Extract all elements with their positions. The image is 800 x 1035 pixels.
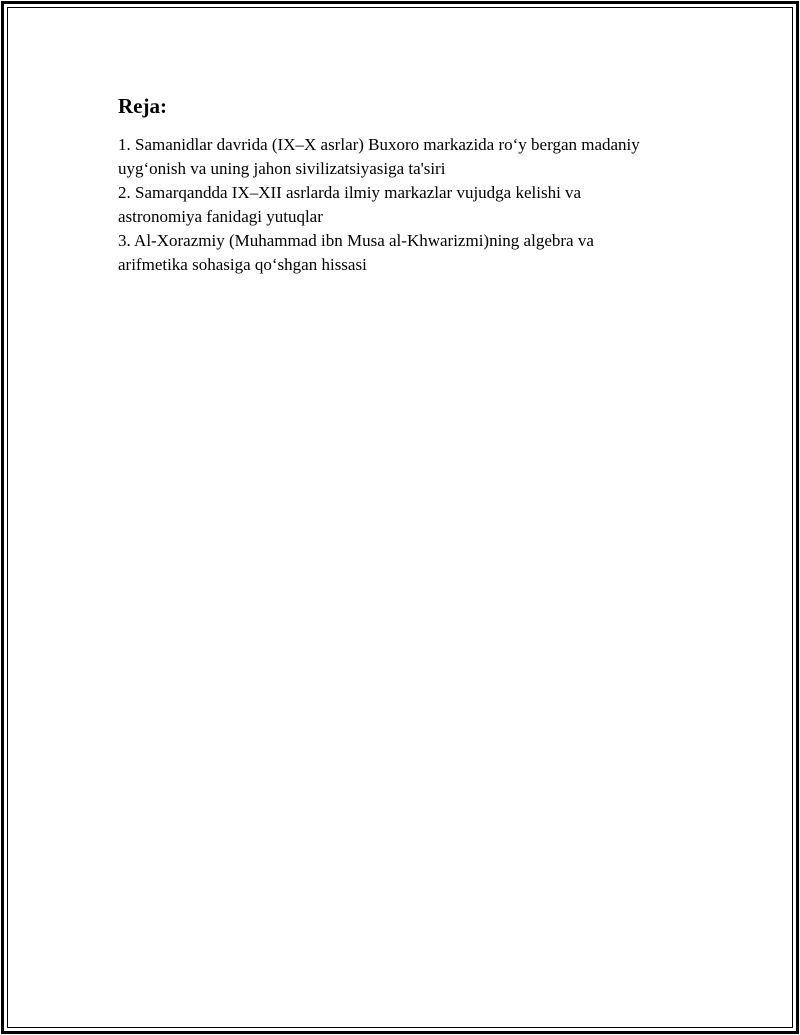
plan-item-3-line-2: arifmetika sohasiga qo‘shgan hissasi [118,255,367,274]
plan-item-2 [118,181,718,229]
plan-item-1-line-1: 1. Samanidlar davrida (IX–X asrlar) Buxoro markazida ro‘y bergan madaniy [118,135,640,154]
plan-item-3 [118,229,718,277]
plan-item-1 [118,133,718,181]
plan-item-3-line-1: 3. Al-Xorazmiy (Muhammad ibn Musa al-Khwarizmi)ning algebra va [118,231,594,250]
plan-item-2-line-2: astronomiya fanidagi yutuqlar [118,207,323,226]
document-content [118,93,718,277]
plan-item-1-line-2: uyg‘onish va uning jahon sivilizatsiyasiga ta'siri [118,159,446,178]
plan-list [118,133,718,277]
plan-item-2-line-1: 2. Samarqandda IX–XII asrlarda ilmiy markazlar vujudga kelishi va [118,183,582,202]
document-heading: Reja: [118,94,167,118]
